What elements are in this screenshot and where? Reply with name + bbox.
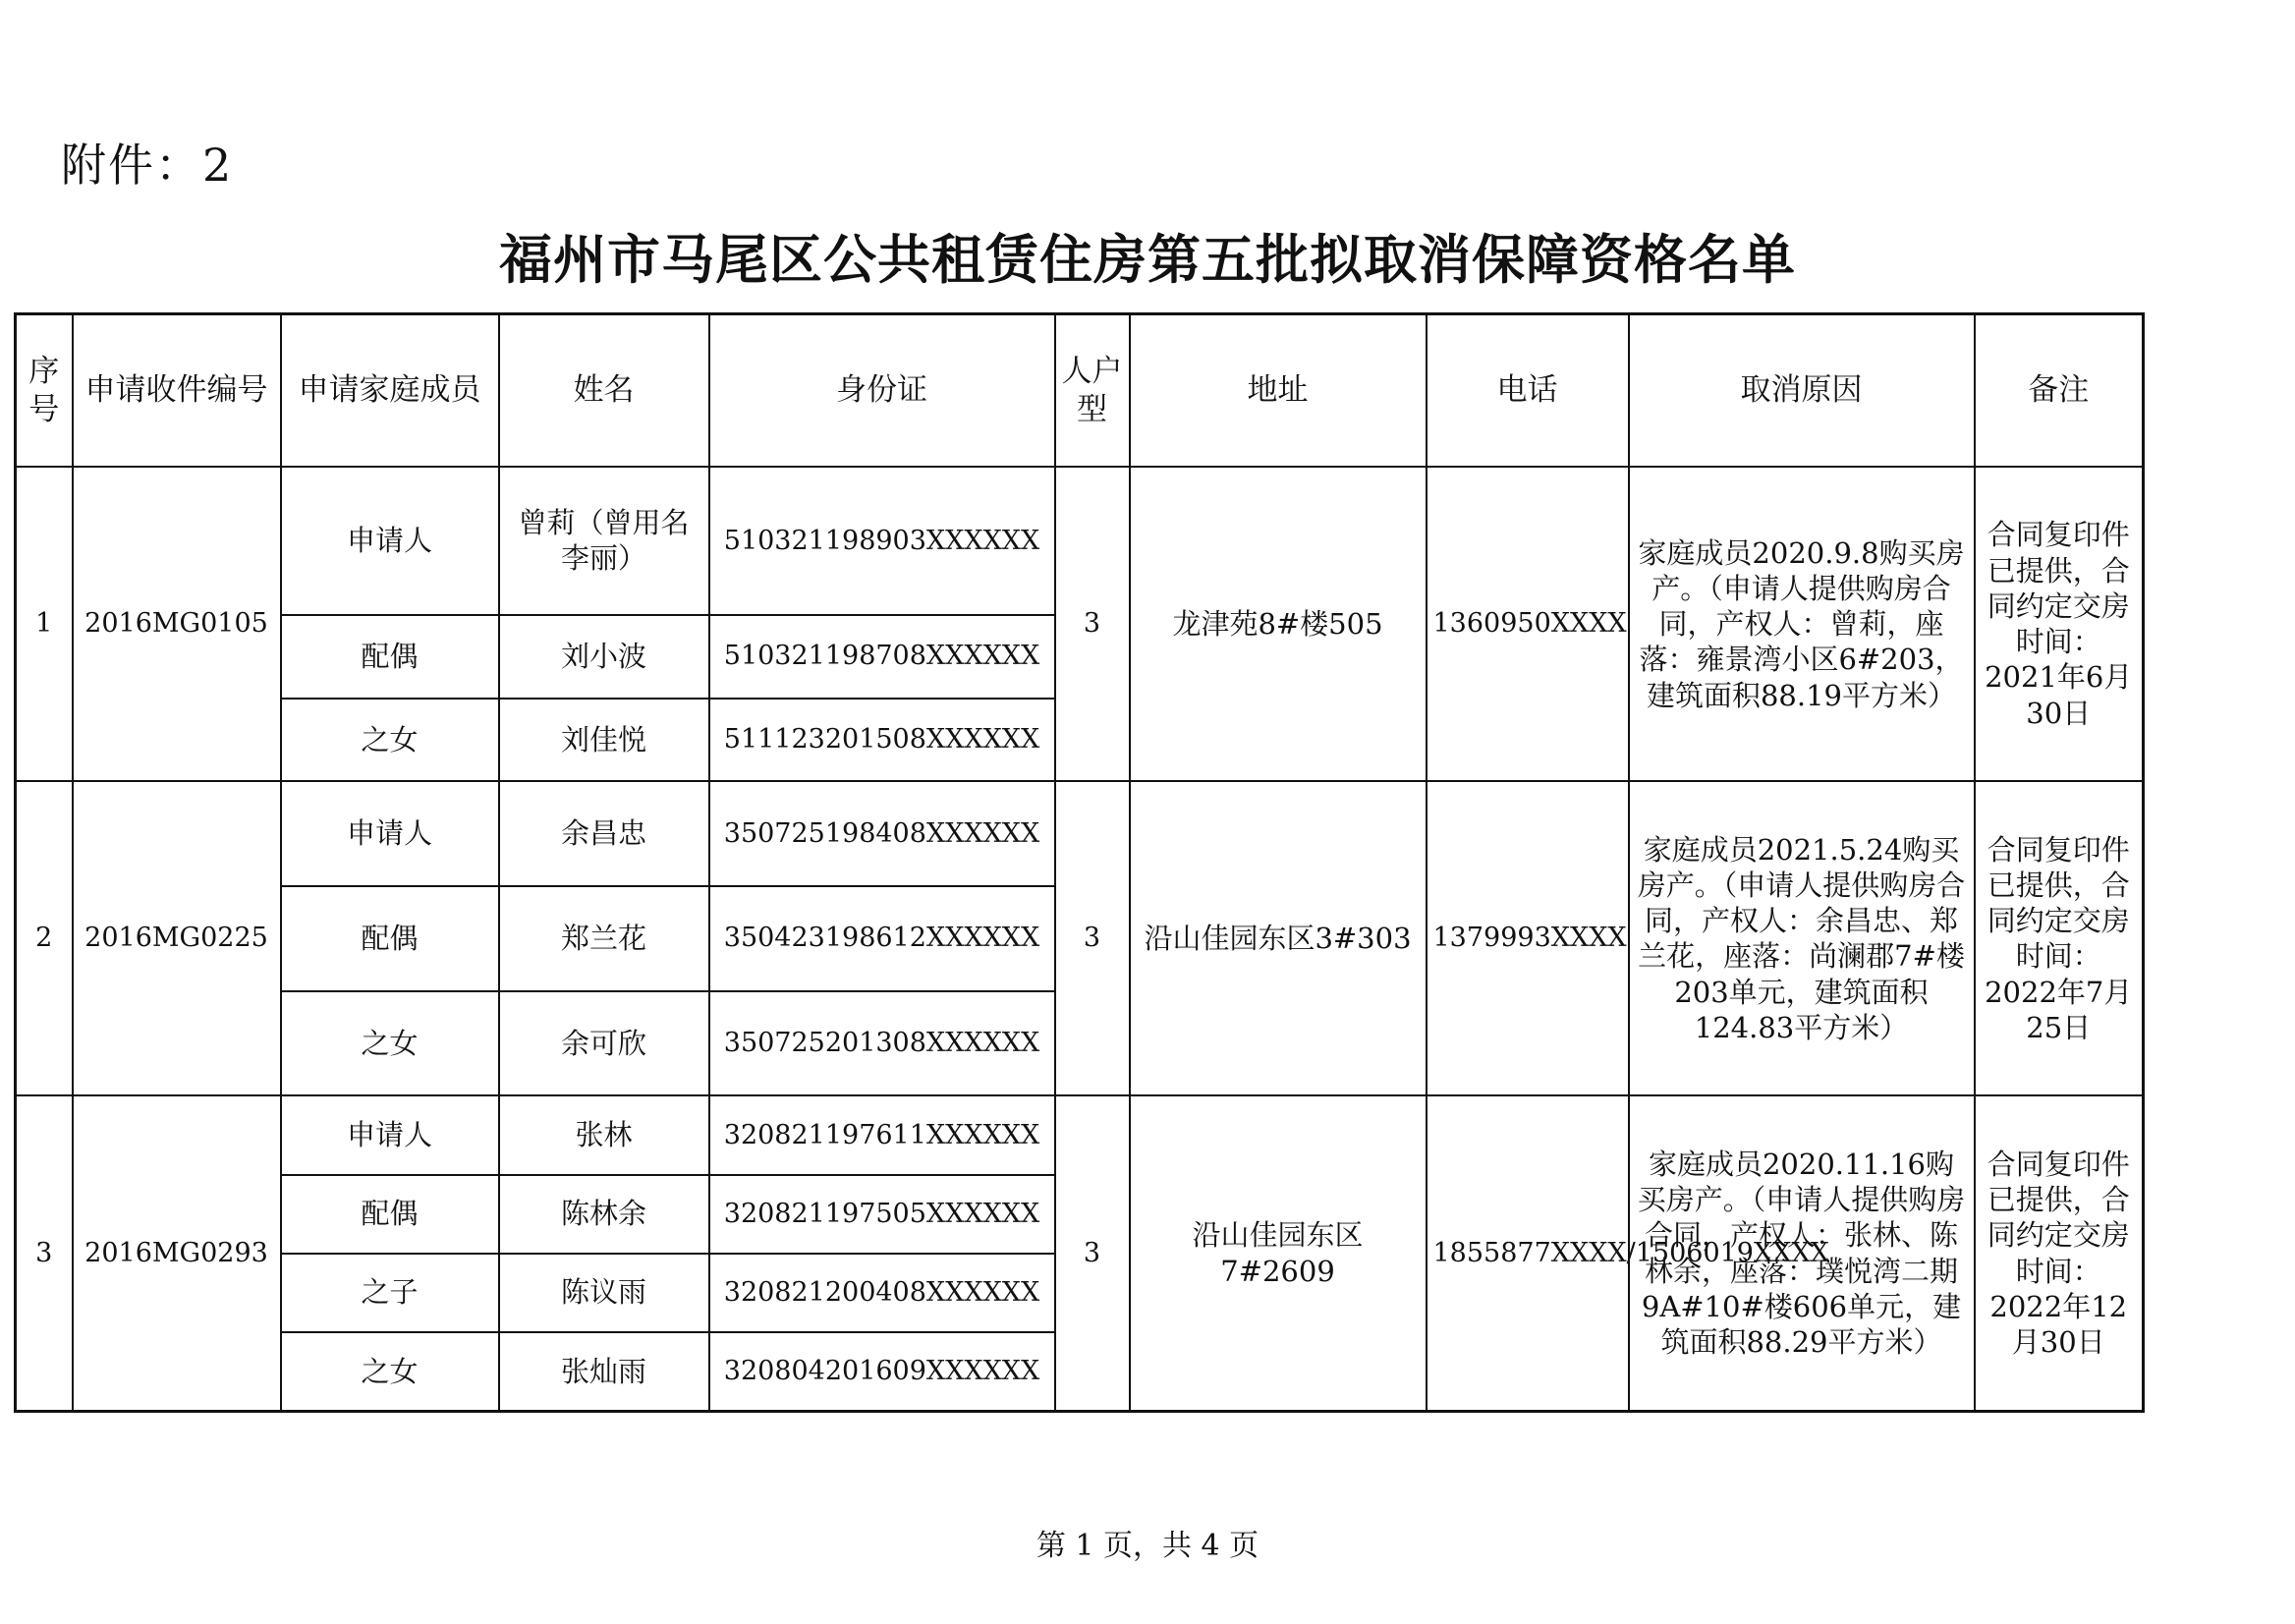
header-seq: 序号 [16, 314, 73, 468]
cell-relation: 之女 [281, 699, 499, 782]
header-member: 申请家庭成员 [281, 314, 499, 468]
cell-name: 刘佳悦 [499, 699, 709, 782]
header-address: 地址 [1130, 314, 1427, 468]
page-footer: 第 1 页，共 4 页 [1036, 1529, 1259, 1563]
page-title: 福州市马尾区公共租赁住房第五批拟取消保障资格名单 [499, 229, 1796, 291]
cell-seq: 1 [16, 467, 73, 781]
cell-name: 陈议雨 [499, 1254, 709, 1332]
cell-phone: 1379993XXXX [1427, 781, 1629, 1095]
cell-address: 龙津苑8#楼505 [1130, 467, 1427, 781]
attachment-label: 附件：2 [61, 139, 234, 192]
cell-name: 张林 [499, 1095, 709, 1174]
header-reason: 取消原因 [1629, 314, 1975, 468]
cell-phone: 1855877XXXX/1506019XXXX [1427, 1095, 1629, 1411]
cell-note: 合同复印件已提供，合同约定交房时间：2022年12月30日 [1975, 1095, 2144, 1411]
cell-name: 余昌忠 [499, 781, 709, 886]
cell-relation: 之子 [281, 1254, 499, 1332]
cell-size: 3 [1055, 1095, 1130, 1411]
table-row [16, 781, 2144, 886]
cell-name: 刘小波 [499, 615, 709, 699]
cell-id: 320821200408XXXXXX [709, 1254, 1055, 1332]
table-row [16, 1095, 2144, 1174]
cell-relation: 申请人 [281, 781, 499, 886]
cell-id: 350423198612XXXXXX [709, 886, 1055, 991]
cell-name: 曾莉（曾用名李丽） [499, 467, 709, 615]
cell-id: 510321198708XXXXXX [709, 615, 1055, 699]
cell-id: 350725198408XXXXXX [709, 781, 1055, 886]
cell-id: 320821197611XXXXXX [709, 1095, 1055, 1174]
header-note: 备注 [1975, 314, 2144, 468]
cell-reason: 家庭成员2020.11.16购买房产。（申请人提供购房合同，产权人：张林、陈林余，座落：璞悦湾二期9A#10#楼606单元，建筑面积88.29平方米） [1629, 1095, 1975, 1411]
cell-reason: 家庭成员2021.5.24购买房产。（申请人提供购房合同，产权人：余昌忠、郑兰花，座落：尚澜郡7#楼203单元，建筑面积124.83平方米） [1629, 781, 1975, 1095]
cell-id: 350725201308XXXXXX [709, 991, 1055, 1096]
cell-id: 510321198903XXXXXX [709, 467, 1055, 615]
cell-reason: 家庭成员2020.9.8购买房产。（申请人提供购房合同，产权人：曾莉，座落：雍景湾小区6#203，建筑面积88.19平方米） [1629, 467, 1975, 781]
cell-relation: 配偶 [281, 1175, 499, 1254]
cell-phone: 1360950XXXX [1427, 467, 1629, 781]
cell-seq: 2 [16, 781, 73, 1095]
cell-relation: 之女 [281, 991, 499, 1096]
header-size: 人户型 [1055, 314, 1130, 468]
cell-app-no: 2016MG0105 [73, 467, 281, 781]
cell-name: 张灿雨 [499, 1332, 709, 1412]
cell-seq: 3 [16, 1095, 73, 1411]
header-phone: 电话 [1427, 314, 1629, 468]
cell-id: 320804201609XXXXXX [709, 1332, 1055, 1412]
cell-address: 沿山佳园东区7#2609 [1130, 1095, 1427, 1411]
cell-name: 郑兰花 [499, 886, 709, 991]
cell-relation: 申请人 [281, 467, 499, 615]
cell-address: 沿山佳园东区3#303 [1130, 781, 1427, 1095]
header-row [16, 314, 2144, 468]
roster-table [14, 312, 2145, 1413]
cell-id: 511123201508XXXXXX [709, 699, 1055, 782]
cell-relation: 配偶 [281, 615, 499, 699]
cell-size: 3 [1055, 781, 1130, 1095]
header-app-no: 申请收件编号 [73, 314, 281, 468]
cell-note: 合同复印件已提供，合同约定交房时间：2022年7月25日 [1975, 781, 2144, 1095]
cell-relation: 申请人 [281, 1095, 499, 1174]
header-id: 身份证 [709, 314, 1055, 468]
cell-app-no: 2016MG0225 [73, 781, 281, 1095]
cell-id: 320821197505XXXXXX [709, 1175, 1055, 1254]
header-name: 姓名 [499, 314, 709, 468]
cell-note: 合同复印件已提供，合同约定交房时间：2021年6月30日 [1975, 467, 2144, 781]
cell-name: 余可欣 [499, 991, 709, 1096]
cell-name: 陈林余 [499, 1175, 709, 1254]
cell-size: 3 [1055, 467, 1130, 781]
table-row [16, 467, 2144, 615]
cell-app-no: 2016MG0293 [73, 1095, 281, 1411]
cell-relation: 之女 [281, 1332, 499, 1412]
cell-relation: 配偶 [281, 886, 499, 991]
